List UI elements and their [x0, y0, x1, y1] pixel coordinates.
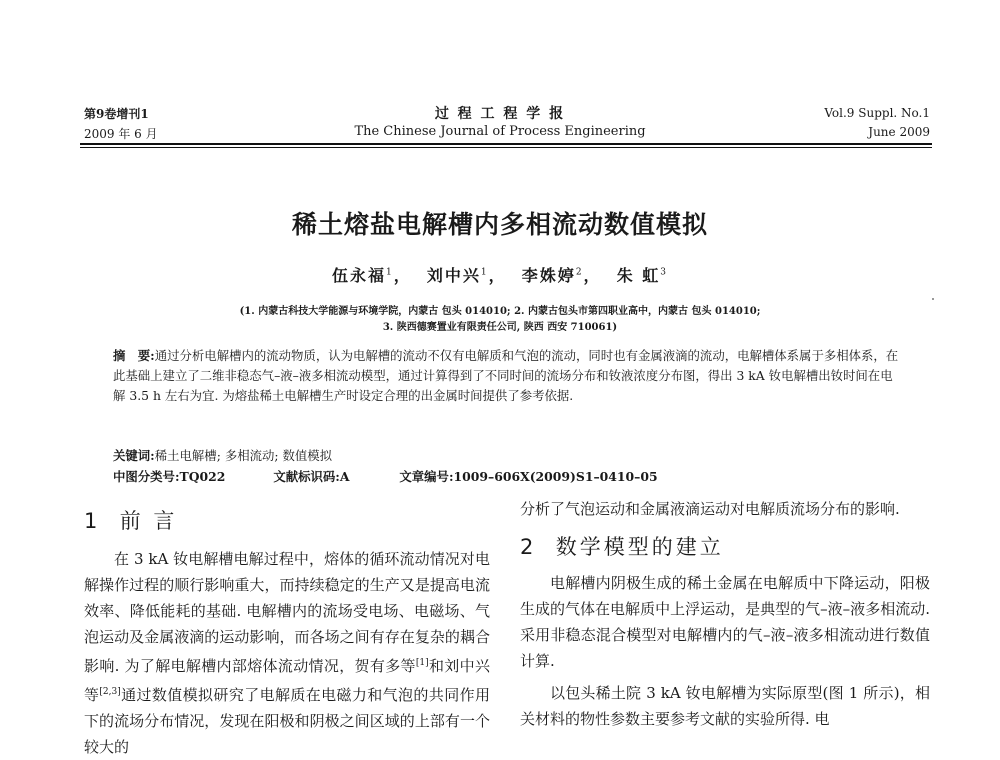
header-date: 2009 年 6 月 [84, 127, 158, 141]
continued-paragraph: 分析了气泡运动和金属液滴运动对电解质流场分布的影响. [520, 500, 900, 518]
citation-ref[interactable]: [2,3] [99, 687, 121, 697]
clc-value: TQ022 [179, 469, 226, 484]
abstract-label: 摘 要: [113, 348, 155, 363]
affiliation-line-1: (1. 内蒙古科技大学能源与环境学院，内蒙古 包头 014010; 2. 内蒙古包头市第四职业高中，内蒙古 包头 014010; [239, 306, 761, 317]
scan-speck [932, 298, 934, 300]
metadata-block [113, 445, 903, 487]
section-1-heading: 1 前 言 [84, 509, 178, 533]
header-date-en: June 2009 [868, 125, 930, 139]
abstract-text: 通过分析电解槽内的流动物质，认为电解槽的流动不仅有电解质和气泡的流动，同时也有金属液滴的流动，电解槽体系属于多相体系，在此基础上建立了二维非稳态气–液–液多相流动模型，通过计算得到了不同时间的流场分布和钕液浓度分布图，得出 3 kA 钕电解槽出钕时间在电解 3.5 h 左右为宜. 为熔盐稀土电解槽生产时设定合理的出金属时间提供了参考依据. [113, 348, 899, 403]
author: 李姝婷$^2$ [521, 266, 584, 285]
article-number-value: 1009–606X(2009)S1–0410–05 [453, 469, 658, 484]
doc-code-label: 文献标识码: [273, 469, 340, 484]
right-column [520, 496, 930, 732]
doc-code-value: A [339, 469, 350, 484]
affiliation-line-2: 3. 陕西德赛置业有限责任公司, 陕西 西安 710061) [382, 322, 618, 333]
section-2-paragraph-2: 以包头稀土院 3 kA 钕电解槽为实际原型(图 1 所示)，相关材料的物性参数主要参考文献的实验所得. 电 [520, 684, 930, 728]
classification-line [113, 466, 903, 487]
keywords [113, 445, 903, 466]
section-2-heading: 2 数学模型的建立 [520, 535, 724, 559]
abstract [113, 346, 903, 406]
section-1-paragraph: 在 3 kA 钕电解槽电解过程中，熔体的循环流动情况对电解操作过程的顺行影响重大，而持续稳定的生产又是提高电流效率、降低能耗的基础. 电解槽内的流场受电场、电磁场、气泡运动及金属液滴的运动影响，而各场之间有存在复杂的耦合影响. 为了解电解槽内部熔体流动情况，贺有多等[1]和刘中兴等[2,3]通过数值模拟研究了电解质在电磁力和气泡的共同作用下的流场分布情况，发现在阳极和阴极之间区域的上部有一个较大的 [84, 550, 490, 756]
left-column [84, 508, 490, 760]
journal-name-cn: 过 程 工 程 学 报 [434, 106, 566, 122]
author: 朱 虹$^3$ [616, 266, 669, 285]
author: 刘中兴$^1$ [426, 266, 489, 285]
header-rule-bottom [80, 147, 932, 148]
header-volume-en: Vol.9 Suppl. No.1 [824, 106, 930, 120]
paper-title: 稀土熔盐电解槽内多相流动数值模拟 [291, 210, 708, 239]
article-number-label: 文章编号: [399, 469, 454, 484]
keywords-label: 关键词: [113, 448, 155, 463]
header-volume: 第9卷增刊1 [84, 107, 149, 121]
author-list: 伍永福$^1$， 刘中兴$^1$， 李姝婷$^2$， 朱 虹$^3$ [331, 266, 669, 285]
section-2-paragraph-1: 电解槽内阴极生成的稀土金属在电解质中下降运动，阳极生成的气体在电解质中上浮运动，是典型的气–液–液多相流动. 采用非稳态混合模型对电解槽内的气–液–液多相流动进行数值计算. [520, 574, 930, 670]
author: 伍永福$^1$ [331, 266, 394, 285]
citation-ref[interactable]: [1] [415, 658, 429, 668]
journal-name-en: The Chinese Journal of Process Engineering [354, 124, 646, 139]
keywords-text: 稀土电解槽; 多相流动; 数值模拟 [154, 448, 333, 463]
header-rule-top [80, 143, 932, 145]
clc-label: 中图分类号: [113, 469, 180, 484]
